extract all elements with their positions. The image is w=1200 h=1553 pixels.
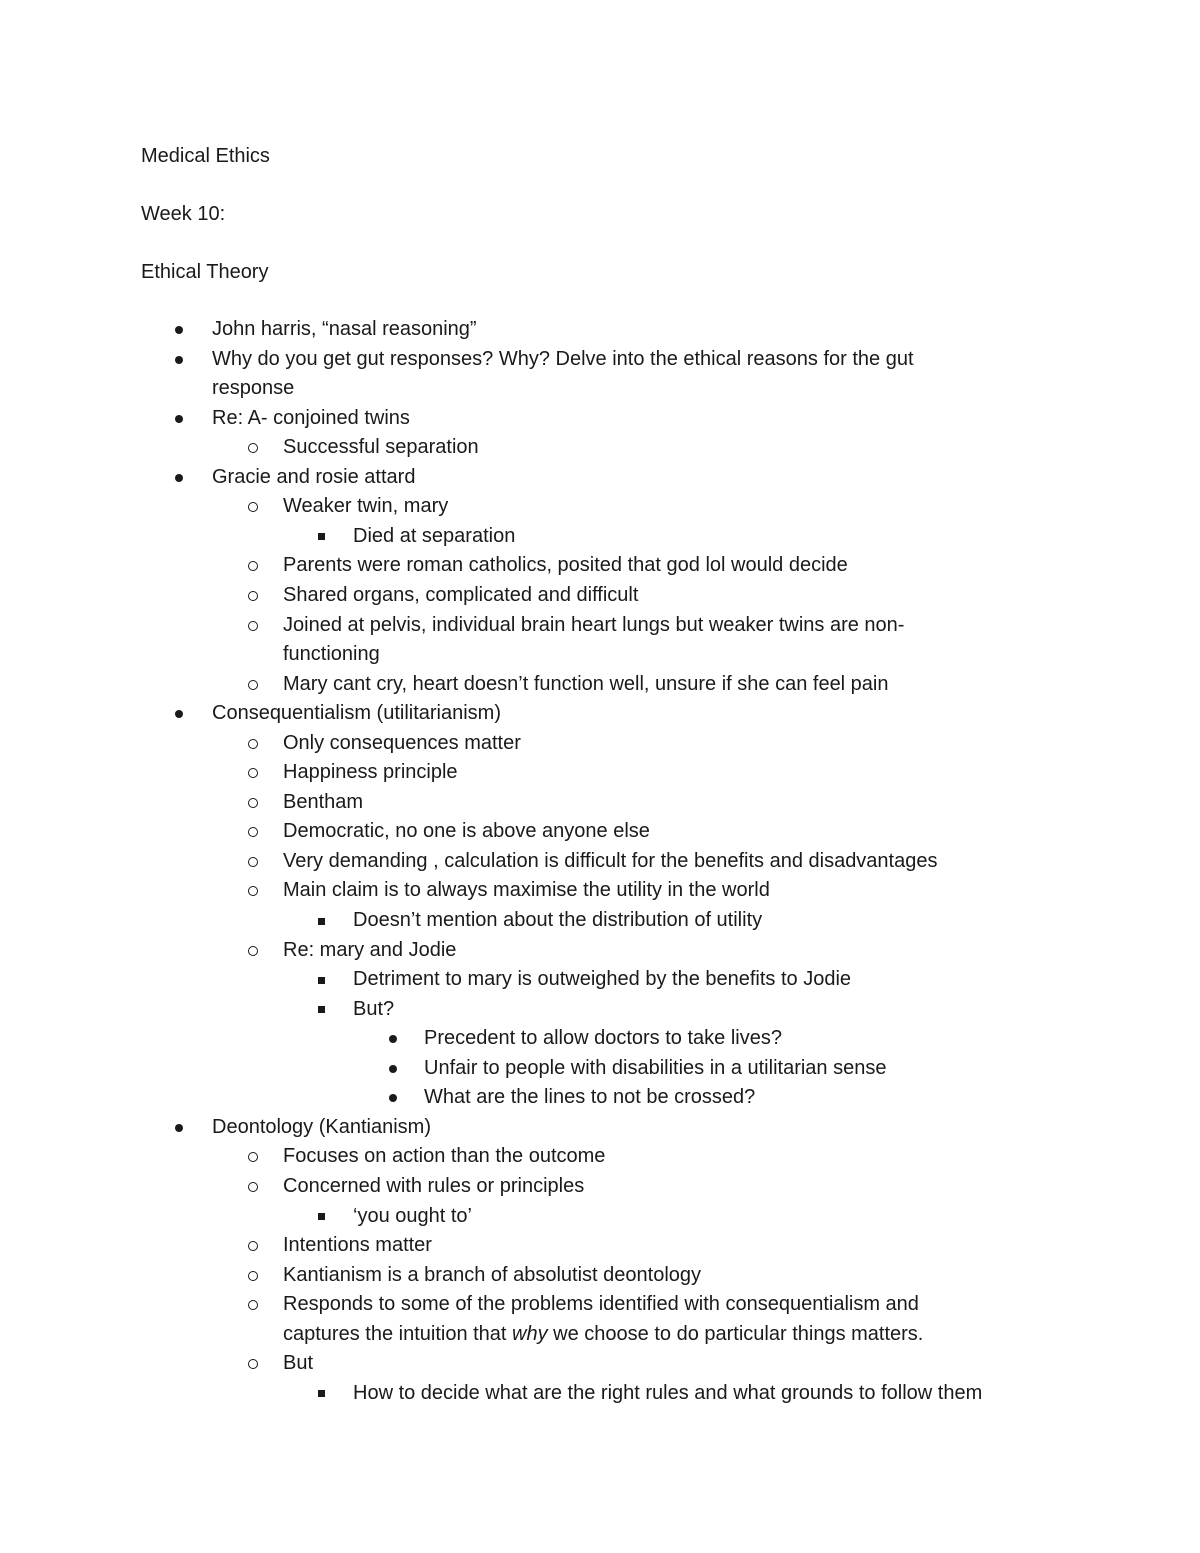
list-item-text: Main claim is to always maximise the utility in the world [283,879,770,902]
bullet-disc-icon [175,415,183,423]
bullet-square-icon [318,977,325,984]
bullet-disc-icon [175,326,183,334]
bullet-circle-icon [248,561,258,571]
bullet-square-icon [318,1006,325,1013]
bullet-circle-icon [248,1152,258,1162]
bullet-circle-icon [248,886,258,896]
bullet-disc-icon [175,1124,183,1132]
bullet-circle-icon [248,1182,258,1192]
bullet-square-icon [318,1213,325,1220]
bullet-circle-icon [248,1300,258,1310]
list-item-text: Kantianism is a branch of absolutist deontology [283,1263,702,1286]
list-item-text: Successful separation [283,436,479,459]
list-item-text: Re: A- conjoined twins [212,406,410,429]
list-item-text: How to decide what are the right rules and what grounds to follow them [353,1381,983,1404]
list-item-text: Consequentialism (utilitarianism) [212,702,501,725]
list-item-text: Why do you get gut responses? Why? Delve into the ethical reasons for the gut [212,347,914,370]
bullet-disc-icon [175,474,183,482]
list-item-text: Joined at pelvis, individual brain heart lungs but weaker twins are non- [283,613,905,636]
bullet-circle-icon [248,502,258,512]
bullet-disc-icon [389,1035,397,1043]
week-label: Week 10: [141,203,226,225]
list-item-text: Focuses on action than the outcome [283,1145,606,1168]
bullet-circle-icon [248,1359,258,1369]
bullet-circle-icon [248,739,258,749]
bullet-circle-icon [248,798,258,808]
bullet-square-icon [318,918,325,925]
list-item-text: Precedent to allow doctors to take lives? [424,1027,782,1050]
bullet-circle-icon [248,1241,258,1251]
list-item-text: Re: mary and Jodie [283,938,457,961]
section-heading: Ethical Theory [141,261,269,283]
bullet-disc-icon [175,710,183,718]
list-item-text: response [212,377,295,400]
list-item-text: Very demanding , calculation is difficult for the benefits and disadvantages [283,849,938,872]
list-item-text: Only consequences matter [283,731,521,754]
bullet-circle-icon [248,768,258,778]
bullet-circle-icon [248,680,258,690]
list-item-text: Responds to some of the problems identified with consequentialism and [283,1293,919,1316]
list-item-text: Unfair to people with disabilities in a utilitarian sense [424,1056,887,1079]
list-item-text: But? [353,997,395,1020]
list-item-text: Weaker twin, mary [283,495,449,518]
bullet-square-icon [318,533,325,540]
bullet-disc-icon [389,1065,397,1073]
list-item-text: Died at separation [353,524,516,547]
bullet-circle-icon [248,1271,258,1281]
list-item-text: Democratic, no one is above anyone else [283,820,650,843]
list-item-text: But [283,1352,314,1375]
list-item-text: functioning [283,643,380,666]
bullet-circle-icon [248,591,258,601]
bullet-square-icon [318,1390,325,1397]
list-item-text: Gracie and rosie attard [212,465,416,488]
list-item-text: John harris, “nasal reasoning” [212,318,477,340]
list-item-text: Mary cant cry, heart doesn’t function well, unsure if she can feel pain [283,672,889,695]
bullet-disc-icon [389,1094,397,1102]
bullet-circle-icon [248,443,258,453]
list-item-text: Bentham [283,790,364,813]
list-item-text: Parents were roman catholics, posited that god lol would decide [283,554,848,577]
bullet-circle-icon [248,621,258,631]
document-title: Medical Ethics [141,145,270,167]
list-item-text: Happiness principle [283,761,458,784]
bullet-circle-icon [248,946,258,956]
list-item-text: captures the intuition that why we choose to do particular things matters. [283,1322,924,1345]
list-item-text: Doesn’t mention about the distribution of utility [353,909,763,931]
list-item-text: Detriment to mary is outweighed by the benefits to Jodie [353,968,852,991]
list-item-text: ‘you ought to’ [353,1204,472,1227]
bullet-circle-icon [248,827,258,837]
list-item-text: Deontology (Kantianism) [212,1115,431,1138]
list-item-text: Concerned with rules or principles [283,1174,585,1197]
list-item-text: What are the lines to not be crossed? [424,1086,756,1109]
list-item-text: Shared organs, complicated and difficult [283,583,639,606]
list-item-text: Intentions matter [283,1234,432,1257]
bullet-circle-icon [248,857,258,867]
bullet-disc-icon [175,356,183,364]
